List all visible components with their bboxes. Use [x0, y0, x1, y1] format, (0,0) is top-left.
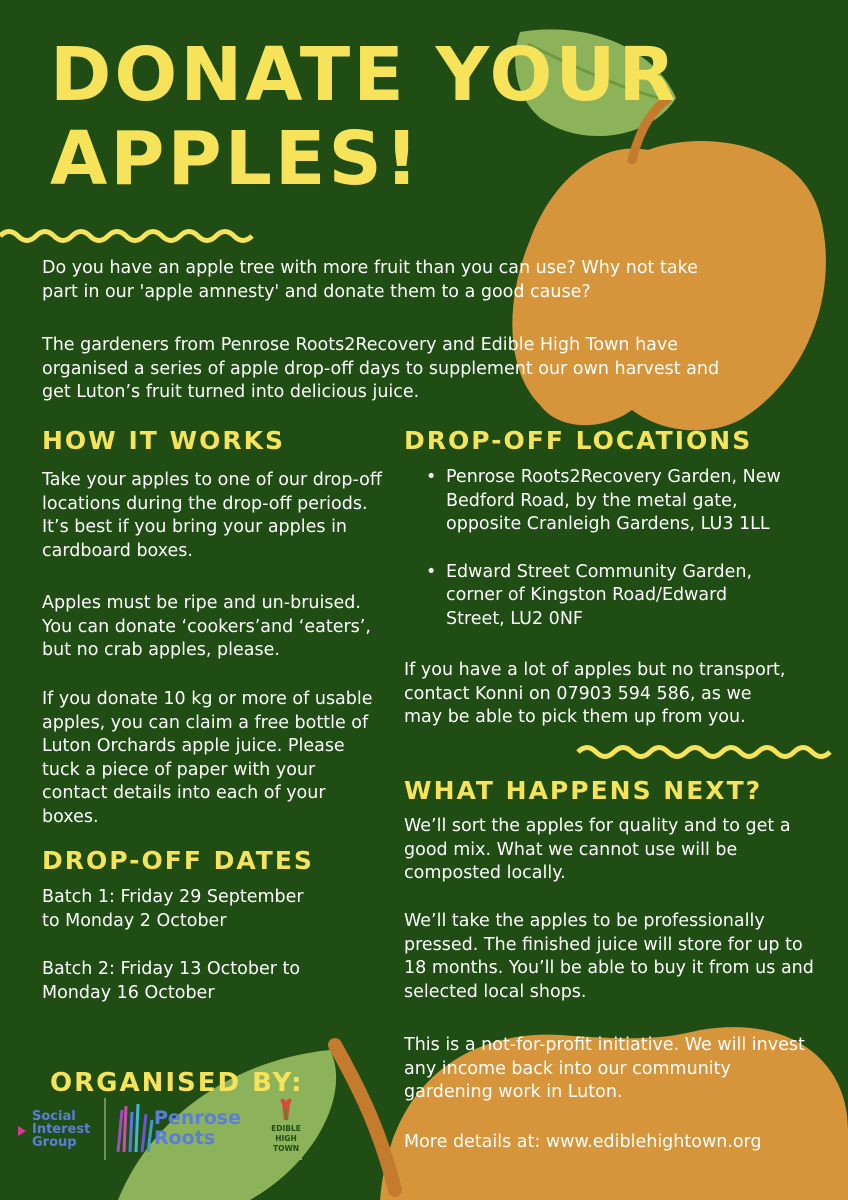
roots-logo-text: Roots — [154, 1127, 216, 1149]
triangle-icon — [18, 1126, 26, 1136]
penrose-roots-logo[interactable] — [116, 1102, 246, 1156]
town-logo-text: TOWN — [272, 1144, 300, 1153]
logo-divider — [104, 1098, 106, 1160]
what-next-paragraph-3: This is a not-for-profit initiative. We will invest any income back into our community gardening work in Luton. — [404, 1035, 805, 1102]
organised-by-heading: ORGANISED BY: — [50, 1068, 304, 1098]
page-title-line2: APPLES! — [50, 116, 422, 202]
more-details-link[interactable]: More details at: www.ediblehightown.org — [404, 1132, 762, 1152]
what-happens-next-heading: WHAT HAPPENS NEXT? — [404, 776, 763, 805]
page-title-line1: DONATE YOUR — [50, 32, 679, 118]
edible-high-town-logo[interactable] — [262, 1094, 322, 1164]
wavy-divider-left — [0, 232, 252, 241]
intro-paragraph-2: The gardeners from Penrose Roots2Recovery and Edible High Town have organised a series of apple drop-off days to supplement our own harvest and get Luton’s fruit turned into delicious juice. — [42, 335, 720, 402]
transport-note: If you have a lot of apples but no transport, contact Konni on 07903 594 586, as we may be able to pick them up from you. — [404, 660, 786, 727]
drop-off-batch-2: Batch 2: Friday 13 October to Monday 16 October — [42, 959, 301, 1003]
social-logo-line: Social — [32, 1109, 76, 1124]
how-it-works-paragraph-3: If you donate 10 kg or more of usable apples, you can claim a free bottle of Luton Orchards apple juice. Please tuck a piece of paper with your contact details into each of your boxes. — [42, 689, 373, 827]
high-logo-text: HIGH — [275, 1134, 297, 1143]
wavy-divider-right — [578, 748, 830, 757]
roots-stripes-icon — [116, 1102, 154, 1154]
drop-off-locations-list — [424, 466, 784, 655]
interest-logo-line: Interest — [32, 1122, 91, 1137]
social-interest-group-logo[interactable] — [18, 1110, 98, 1149]
how-it-works-paragraph-1: Take your apples to one of our drop-off locations during the drop-off periods. It’s best if you bring your apples in cardboard boxes. — [42, 470, 382, 561]
what-next-paragraph-1: We’ll sort the apples for quality and to get a good mix. What we cannot use will be composted locally. — [404, 816, 791, 883]
location-item-penrose: • Penrose Roots2Recovery Garden, New Bedford Road, by the metal gate, opposite Cranleigh Gardens, LU3 1LL — [424, 466, 784, 537]
drop-off-dates-heading: DROP-OFF DATES — [42, 846, 314, 875]
how-it-works-heading: HOW IT WORKS — [42, 426, 285, 455]
edible-logo-text: EDIBLE — [271, 1124, 301, 1133]
location-item-edward-street: • Edward Street Community Garden, corner of Kingston Road/Edward Street, LU2 0NF — [424, 561, 784, 632]
apple-bottom-stem — [335, 1045, 395, 1190]
intro-paragraph-1: Do you have an apple tree with more fruit than you can use? Why not take part in our 'apple amnesty' and donate them to a good cause? — [42, 258, 698, 302]
how-it-works-paragraph-2: Apples must be ripe and un-bruised. You can donate ‘cookers’and ‘eaters’, but no crab apples, please. — [42, 593, 371, 660]
group-logo-line: Group — [32, 1135, 77, 1150]
drop-off-locations-heading: DROP-OFF LOCATIONS — [404, 426, 753, 455]
drop-off-batch-1: Batch 1: Friday 29 September to Monday 2 October — [42, 887, 304, 931]
penrose-logo-text: Penrose — [154, 1107, 241, 1129]
what-next-paragraph-2: We’ll take the apples to be professionally pressed. The finished juice will store for up to 18 months. You’ll be able to buy it from us and selected local shops. — [404, 911, 814, 1002]
